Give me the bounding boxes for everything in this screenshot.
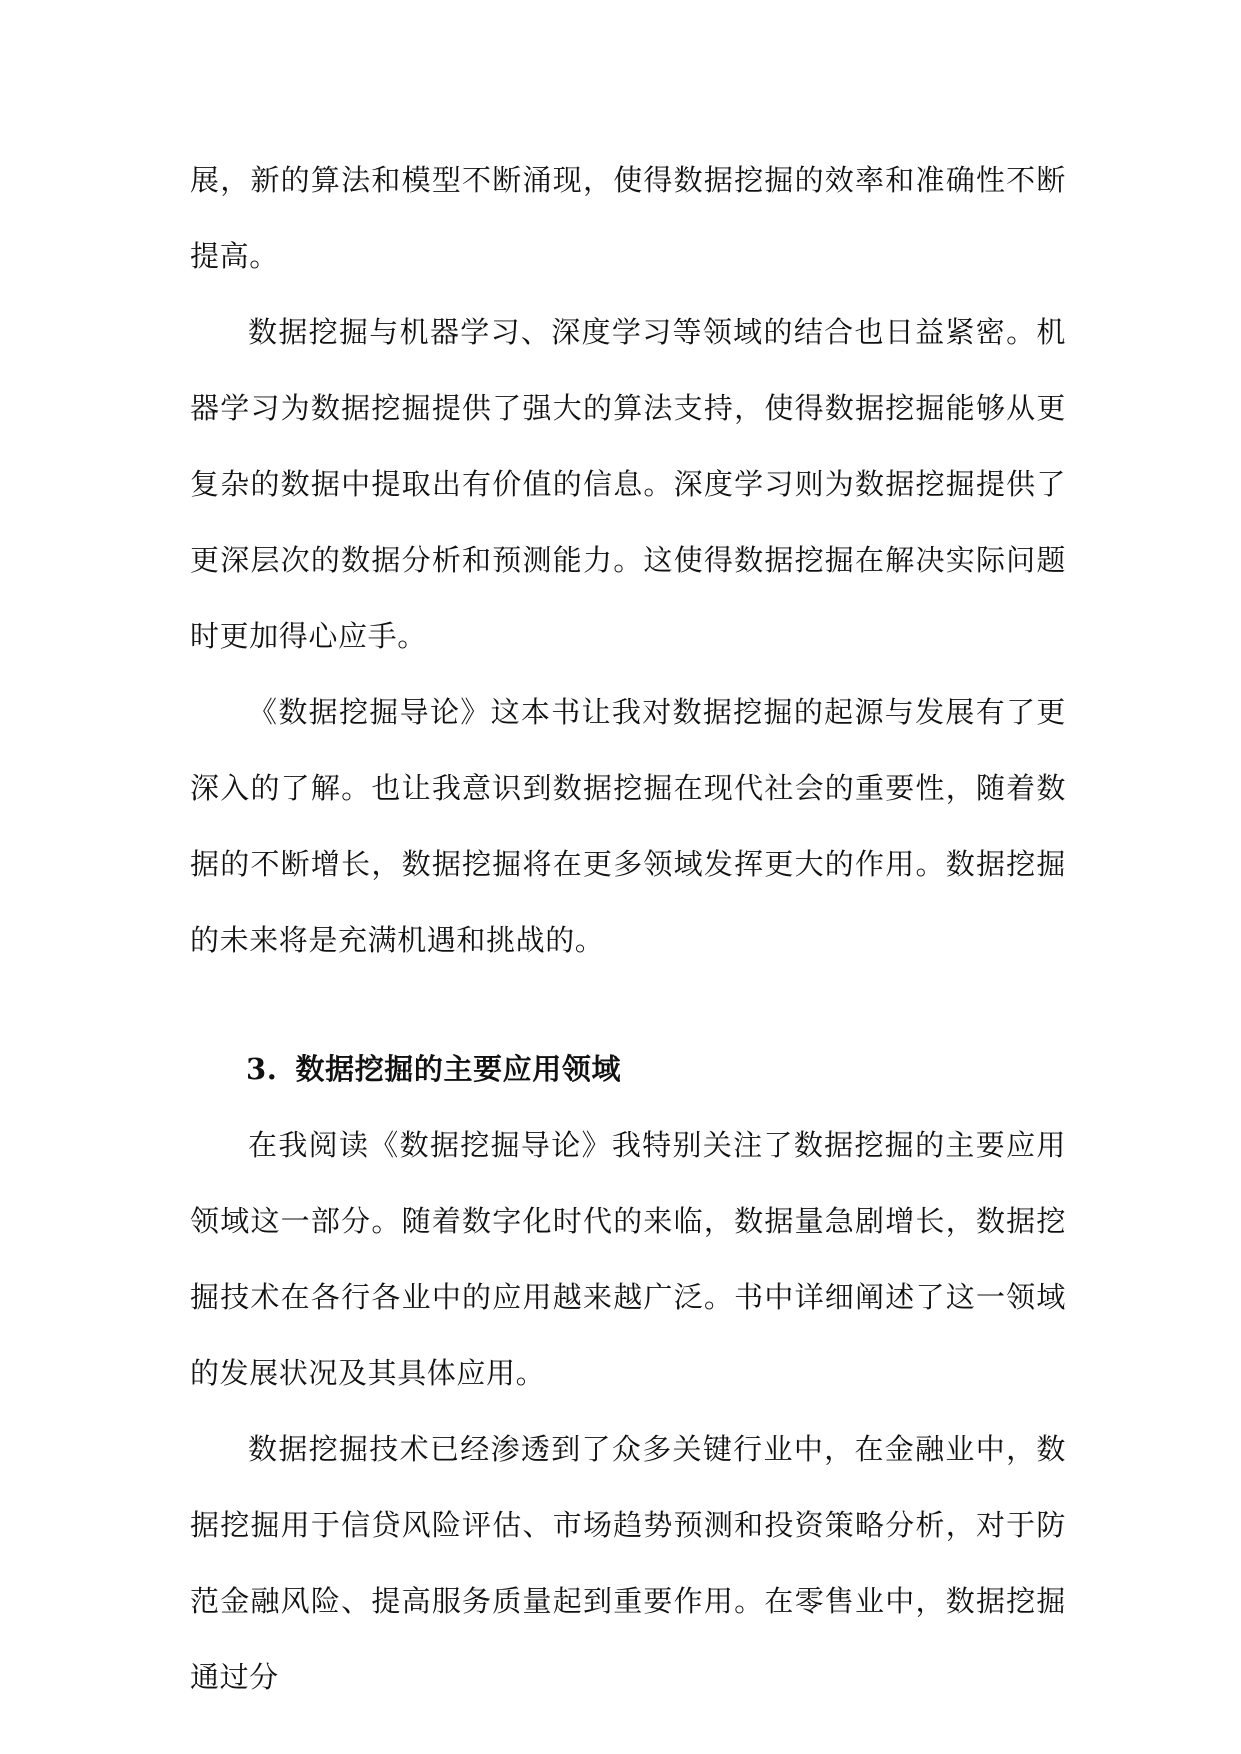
section-heading (190, 1031, 1066, 1107)
paragraph-book-reflection: 《数据挖掘导论》这本书让我对数据挖掘的起源与发展有了更深入的了解。也让我意识到数据挖掘在现代社会的重要性，随着数据的不断增长，数据挖掘将在更多领域发挥更大的作用。数据挖掘的未来将是充满机遇和挑战的。 (190, 695, 1066, 957)
paragraph-ml-dl: 数据挖掘与机器学习、深度学习等领域的结合也日益紧密。机器学习为数据挖掘提供了强大的算法支持，使得数据挖掘能够从更复杂的数据中提取出有价值的信息。深度学习则为数据挖掘提供了更深层次的数据分析和预测能力。这使得数据挖掘在解决实际问题时更加得心应手。 (190, 315, 1066, 653)
text-column (190, 142, 1066, 1715)
section-title: 数据挖掘的主要应用领域 (295, 1052, 622, 1086)
section-number: 3. (246, 1052, 278, 1086)
paragraph-industries: 数据挖掘技术已经渗透到了众多关键行业中，在金融业中，数据挖掘用于信贷风险评估、市场趋势预测和投资策略分析，对于防范金融风险、提高服务质量起到重要作用。在零售业中，数据挖掘通过分 (190, 1432, 1066, 1694)
paragraph-application-intro: 在我阅读《数据挖掘导论》我特别关注了数据挖掘的主要应用领域这一部分。随着数字化时代的来临，数据量急剧增长，数据挖掘技术在各行各业中的应用越来越广泛。书中详细阐述了这一领域的发展状况及其具体应用。 (190, 1128, 1066, 1390)
paragraph-continuation: 展，新的算法和模型不断涌现，使得数据挖掘的效率和准确性不断提高。 (190, 163, 1066, 273)
